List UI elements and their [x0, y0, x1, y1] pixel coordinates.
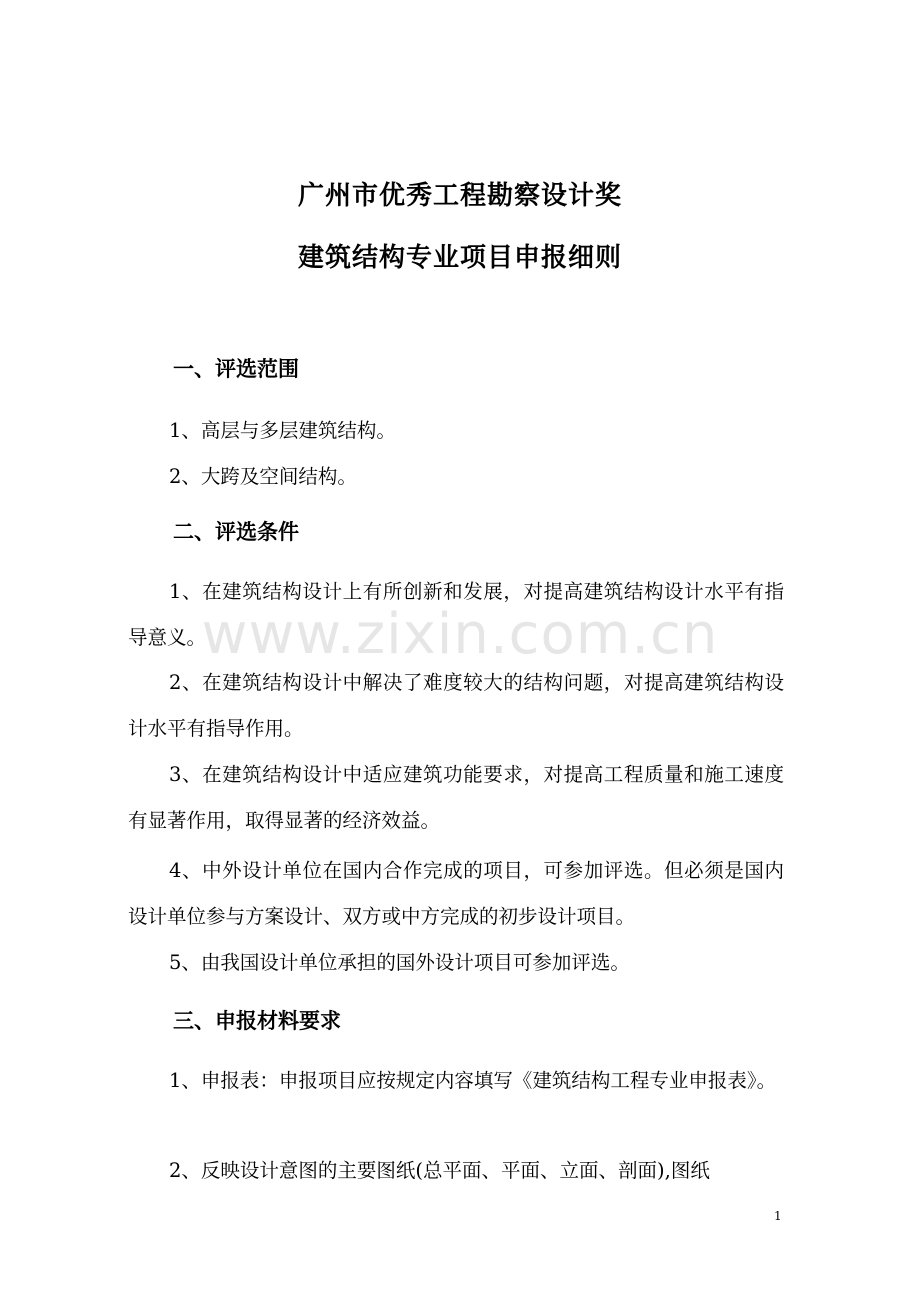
paragraph: 2、在建筑结构设计中解决了难度较大的结构问题，对提高建筑结构设计水平有指导作用。 — [128, 671, 784, 740]
paragraph: 3、在建筑结构设计中适应建筑功能要求，对提高工程质量和施工速度有显著作用，取得显著的经济效益。 — [128, 763, 784, 832]
section-heading-conditions: 二、评选条件 — [173, 520, 299, 544]
section-heading-materials: 三、申报材料要求 — [173, 1009, 341, 1033]
section-heading-scope: 一、评选范围 — [173, 357, 299, 381]
paragraph: 5、由我国设计单位承担的国外设计项目可参加评选。 — [169, 951, 630, 974]
document-title-line-2: 建筑结构专业项目申报细则 — [297, 243, 622, 273]
paragraph: 4、中外设计单位在国内合作完成的项目，可参加评选。但必须是国内设计单位参与方案设计、双方或中方完成的初步设计项目。 — [128, 859, 784, 928]
paragraph: 1、在建筑结构设计上有所创新和发展，对提高建筑结构设计水平有指导意义。 — [128, 580, 784, 649]
paragraph: 1、高层与多层建筑结构。 — [169, 419, 396, 442]
paragraph: 1、申报表：申报项目应按规定内容填写《建筑结构工程专业申报表》。 — [169, 1069, 777, 1092]
watermark: www.zixin.com.cn — [201, 602, 719, 667]
paragraph: 2、反映设计意图的主要图纸(总平面、平面、立面、剖面),图纸 — [169, 1159, 710, 1182]
paragraph: 2、大跨及空间结构。 — [169, 465, 357, 488]
document-title-line-1: 广州市优秀工程勘察设计奖 — [297, 181, 622, 211]
page-number: 1 — [774, 1209, 782, 1223]
